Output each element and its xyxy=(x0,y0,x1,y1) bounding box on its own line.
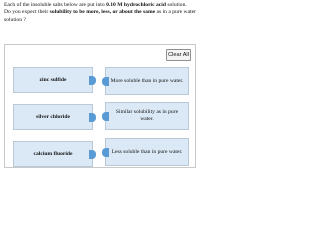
salt-label: silver chloride xyxy=(36,114,70,120)
salt-label: calcium fluoride xyxy=(33,151,73,157)
answer-tile-similar-solubility[interactable] xyxy=(105,102,189,130)
connector-handle[interactable] xyxy=(89,76,96,85)
answer-label: Similar solubility as in pure water. xyxy=(115,109,179,122)
question-prompt xyxy=(4,2,198,24)
answer-label: More soluble than in pure water. xyxy=(110,77,184,84)
prompt-text-2: solution. xyxy=(165,2,187,8)
connector-handle[interactable] xyxy=(89,150,96,159)
prompt-text-3: Do you expect their xyxy=(4,9,50,16)
salt-label: zinc sulfide xyxy=(39,77,67,83)
prompt-text-4: as in a pure water solution ? xyxy=(4,9,196,23)
prompt-text-1: Each of the insoluble salts below are put into xyxy=(4,2,107,8)
answer-tile-less-soluble[interactable] xyxy=(105,138,189,166)
drop-target-tab[interactable] xyxy=(102,77,109,86)
salt-tile-calcium-fluoride[interactable] xyxy=(13,141,93,167)
salt-tile-silver-chloride[interactable] xyxy=(13,104,93,130)
answer-label: Less soluble than in pure water. xyxy=(111,148,183,155)
drop-target-tab[interactable] xyxy=(102,148,109,157)
clear-all-button[interactable]: Clear All xyxy=(166,49,191,61)
prompt-bold-solution: 0.10 M hydrochloric acid xyxy=(106,2,166,8)
salt-tile-zinc-sulfide[interactable] xyxy=(13,67,93,93)
matching-workspace xyxy=(4,44,196,168)
answer-tile-more-soluble[interactable] xyxy=(105,67,189,95)
prompt-bold-question: solubility to be more, less, or about the same xyxy=(49,9,156,16)
connector-handle[interactable] xyxy=(89,113,96,122)
drop-target-tab[interactable] xyxy=(102,112,109,121)
